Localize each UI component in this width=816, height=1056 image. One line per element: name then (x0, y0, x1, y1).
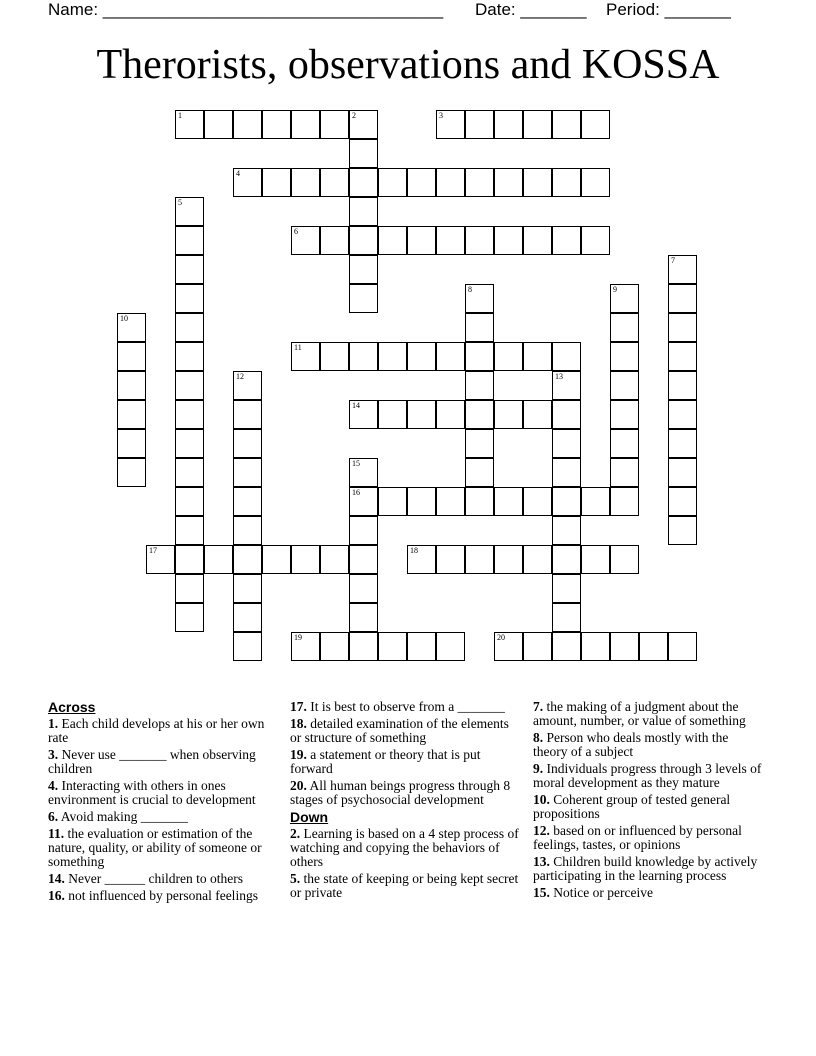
clue-column-1 (48, 700, 273, 906)
grid-cell[interactable] (117, 400, 146, 429)
cell-number: 20 (497, 633, 505, 642)
clue-number: 15. (533, 885, 550, 900)
grid-cell[interactable] (320, 342, 349, 371)
grid-cell[interactable] (552, 429, 581, 458)
cell-number: 4 (236, 169, 240, 178)
grid-cell[interactable] (233, 487, 262, 516)
cell-number: 8 (468, 285, 472, 294)
grid-cell[interactable] (233, 458, 262, 487)
grid-cell[interactable] (117, 342, 146, 371)
grid-cell[interactable] (436, 400, 465, 429)
cell-number: 12 (236, 372, 244, 381)
grid-cell[interactable] (552, 226, 581, 255)
grid-cell[interactable] (378, 487, 407, 516)
grid-cell[interactable] (494, 487, 523, 516)
grid-cell[interactable] (523, 632, 552, 661)
grid-cell[interactable] (320, 226, 349, 255)
cell-number: 17 (149, 546, 157, 555)
grid-cell[interactable] (349, 168, 378, 197)
cell-number: 11 (294, 343, 302, 352)
grid-cell[interactable] (291, 342, 320, 371)
grid-cell[interactable] (610, 284, 639, 313)
clue-across-18 (290, 717, 522, 745)
cell-number: 18 (410, 546, 418, 555)
grid-cell[interactable] (668, 342, 697, 371)
grid-cell[interactable] (117, 458, 146, 487)
grid-cell[interactable] (291, 110, 320, 139)
grid-cell[interactable] (465, 313, 494, 342)
grid-cell[interactable] (523, 226, 552, 255)
clue-number: 3. (48, 747, 59, 762)
grid-cell[interactable] (668, 487, 697, 516)
clue-across-17 (290, 700, 522, 714)
cell-number: 10 (120, 314, 128, 323)
grid-cell[interactable] (175, 545, 204, 574)
clue-number: 1. (48, 716, 59, 731)
clue-number: 14. (48, 871, 65, 886)
grid-cell[interactable] (465, 371, 494, 400)
grid-cell[interactable] (146, 545, 175, 574)
grid-cell[interactable] (320, 168, 349, 197)
grid-cell[interactable] (581, 168, 610, 197)
grid-cell[interactable] (175, 197, 204, 226)
clue-text: the making of a judgment about the amount, number, or value of something (533, 699, 746, 728)
clue-down-10 (533, 793, 765, 821)
cell-number: 14 (352, 401, 360, 410)
grid-cell[interactable] (407, 400, 436, 429)
clue-text: a statement or theory that is put forward (290, 747, 481, 776)
grid-cell[interactable] (349, 458, 378, 487)
grid-cell[interactable] (407, 632, 436, 661)
grid-cell[interactable] (349, 400, 378, 429)
clue-number: 8. (533, 730, 544, 745)
grid-cell[interactable] (175, 603, 204, 632)
grid-cell[interactable] (610, 342, 639, 371)
grid-cell[interactable] (552, 342, 581, 371)
grid-cell[interactable] (378, 400, 407, 429)
grid-cell[interactable] (378, 226, 407, 255)
grid-cell[interactable] (349, 110, 378, 139)
page-title: Therorists, observations and KOSSA (96, 42, 720, 88)
grid-cell[interactable] (610, 313, 639, 342)
grid-cell[interactable] (175, 458, 204, 487)
grid-cell[interactable] (262, 545, 291, 574)
grid-cell[interactable] (349, 197, 378, 226)
down-heading: Down (290, 809, 329, 825)
clue-number: 6. (48, 809, 59, 824)
grid-cell[interactable] (610, 545, 639, 574)
grid-cell[interactable] (378, 632, 407, 661)
grid-cell[interactable] (552, 574, 581, 603)
cell-number: 15 (352, 459, 360, 468)
grid-cell[interactable] (436, 110, 465, 139)
grid-cell[interactable] (610, 371, 639, 400)
grid-cell[interactable] (668, 429, 697, 458)
cell-number: 2 (352, 111, 356, 120)
grid-cell[interactable] (494, 168, 523, 197)
grid-cell[interactable] (581, 487, 610, 516)
grid-cell[interactable] (610, 429, 639, 458)
grid-cell[interactable] (407, 342, 436, 371)
grid-cell[interactable] (233, 516, 262, 545)
grid-cell[interactable] (233, 110, 262, 139)
clue-text: All human beings progress through 8 stages of psychosocial development (290, 778, 511, 807)
grid-cell[interactable] (494, 226, 523, 255)
clue-text: Never use _______ when observing children (48, 747, 256, 776)
grid-cell[interactable] (175, 574, 204, 603)
grid-cell[interactable] (581, 226, 610, 255)
grid-cell[interactable] (668, 255, 697, 284)
clue-text: not influenced by personal feelings (68, 888, 258, 903)
grid-cell[interactable] (668, 313, 697, 342)
grid-cell[interactable] (610, 458, 639, 487)
clue-across-20 (290, 779, 522, 807)
clue-text: Learning is based on a 4 step process of watching and copying the behaviors of others (290, 826, 519, 869)
grid-cell[interactable] (610, 487, 639, 516)
grid-cell[interactable] (175, 429, 204, 458)
clue-text: Each child develops at his or her own rate (48, 716, 265, 745)
clue-across-4 (48, 779, 273, 807)
grid-cell[interactable] (465, 400, 494, 429)
cell-number: 6 (294, 227, 298, 236)
cell-number: 7 (671, 256, 675, 265)
clue-number: 2. (290, 826, 301, 841)
grid-cell[interactable] (349, 574, 378, 603)
grid-cell[interactable] (610, 632, 639, 661)
grid-cell[interactable] (349, 139, 378, 168)
grid-cell[interactable] (204, 545, 233, 574)
grid-cell[interactable] (175, 284, 204, 313)
clue-number: 7. (533, 699, 544, 714)
clue-text: Avoid making _______ (60, 809, 189, 824)
grid-cell[interactable] (291, 168, 320, 197)
clue-text: Individuals progress through 3 levels of moral development as they mature (533, 761, 762, 790)
grid-cell[interactable] (117, 429, 146, 458)
grid-cell[interactable] (349, 632, 378, 661)
clue-number: 16. (48, 888, 65, 903)
grid-cell[interactable] (581, 545, 610, 574)
clue-across-14 (48, 872, 273, 886)
grid-cell[interactable] (117, 313, 146, 342)
grid-cell[interactable] (465, 458, 494, 487)
grid-cell[interactable] (175, 400, 204, 429)
grid-cell[interactable] (668, 458, 697, 487)
cell-number: 19 (294, 633, 302, 642)
grid-cell[interactable] (465, 487, 494, 516)
grid-cell[interactable] (233, 168, 262, 197)
clue-text: based on or influenced by personal feelings, tastes, or opinions (533, 823, 742, 852)
grid-cell[interactable] (523, 168, 552, 197)
grid-cell[interactable] (465, 226, 494, 255)
grid-cell[interactable] (436, 487, 465, 516)
grid-cell[interactable] (233, 400, 262, 429)
grid-cell[interactable] (175, 226, 204, 255)
grid-cell[interactable] (436, 168, 465, 197)
clue-number: 19. (290, 747, 307, 762)
grid-cell[interactable] (349, 255, 378, 284)
grid-cell[interactable] (552, 516, 581, 545)
clue-column-3 (533, 700, 765, 903)
clue-text: the state of keeping or being kept secret or private (290, 871, 519, 900)
grid-cell[interactable] (175, 313, 204, 342)
grid-cell[interactable] (465, 429, 494, 458)
grid-cell[interactable] (320, 632, 349, 661)
clue-text: the evaluation or estimation of the nature, quality, or ability of someone or something (48, 826, 262, 869)
clue-number: 10. (533, 792, 550, 807)
clue-down-12 (533, 824, 765, 852)
grid-cell[interactable] (436, 545, 465, 574)
grid-cell[interactable] (668, 516, 697, 545)
name-field-label: Name: ____________________________________ (48, 0, 444, 19)
grid-cell[interactable] (610, 400, 639, 429)
grid-cell[interactable] (523, 110, 552, 139)
grid-cell[interactable] (436, 632, 465, 661)
grid-cell[interactable] (465, 342, 494, 371)
worksheet-header (48, 0, 768, 22)
grid-cell[interactable] (552, 371, 581, 400)
clue-number: 20. (290, 778, 307, 793)
clue-down-9 (533, 762, 765, 790)
clue-across-11 (48, 827, 273, 869)
across-heading: Across (48, 699, 96, 715)
grid-cell[interactable] (233, 632, 262, 661)
clue-down-5 (290, 872, 522, 900)
grid-cell[interactable] (552, 168, 581, 197)
clue-across-6 (48, 810, 273, 824)
grid-cell[interactable] (233, 429, 262, 458)
cell-number: 9 (613, 285, 617, 294)
grid-cell[interactable] (494, 545, 523, 574)
clue-across-3 (48, 748, 273, 776)
clue-text: Interacting with others in ones environment is crucial to development (48, 778, 256, 807)
grid-cell[interactable] (523, 342, 552, 371)
grid-cell[interactable] (407, 545, 436, 574)
grid-cell[interactable] (639, 632, 668, 661)
grid-cell[interactable] (552, 400, 581, 429)
cell-number: 16 (352, 488, 360, 497)
grid-cell[interactable] (552, 632, 581, 661)
grid-cell[interactable] (349, 284, 378, 313)
grid-cell[interactable] (175, 516, 204, 545)
grid-cell[interactable] (494, 632, 523, 661)
grid-cell[interactable] (552, 487, 581, 516)
grid-cell[interactable] (349, 516, 378, 545)
grid-cell[interactable] (668, 284, 697, 313)
clue-across-1 (48, 717, 273, 745)
grid-cell[interactable] (320, 110, 349, 139)
clue-down-13 (533, 855, 765, 883)
grid-cell[interactable] (349, 226, 378, 255)
clue-text: Notice or perceive (553, 885, 653, 900)
clue-down-7 (533, 700, 765, 728)
grid-cell[interactable] (494, 110, 523, 139)
date-field-label: Date: _______ (475, 0, 587, 19)
clue-text: detailed examination of the elements or structure of something (290, 716, 509, 745)
grid-cell[interactable] (407, 168, 436, 197)
grid-cell[interactable] (581, 110, 610, 139)
grid-cell[interactable] (668, 632, 697, 661)
grid-cell[interactable] (175, 371, 204, 400)
grid-cell[interactable] (262, 110, 291, 139)
grid-cell[interactable] (349, 342, 378, 371)
cell-number: 3 (439, 111, 443, 120)
grid-cell[interactable] (378, 342, 407, 371)
grid-cell[interactable] (436, 226, 465, 255)
clue-across-16 (48, 889, 273, 903)
clue-number: 17. (290, 699, 307, 714)
clue-number: 18. (290, 716, 307, 731)
grid-cell[interactable] (581, 632, 610, 661)
grid-cell[interactable] (291, 226, 320, 255)
clue-down-8 (533, 731, 765, 759)
cell-number: 5 (178, 198, 182, 207)
grid-cell[interactable] (233, 371, 262, 400)
grid-cell[interactable] (407, 226, 436, 255)
grid-cell[interactable] (349, 603, 378, 632)
clue-number: 12. (533, 823, 550, 838)
grid-cell[interactable] (233, 574, 262, 603)
grid-cell[interactable] (117, 371, 146, 400)
cell-number: 1 (178, 111, 182, 120)
grid-cell[interactable] (175, 487, 204, 516)
grid-cell[interactable] (552, 545, 581, 574)
grid-cell[interactable] (349, 545, 378, 574)
grid-cell[interactable] (233, 545, 262, 574)
grid-cell[interactable] (465, 110, 494, 139)
clue-column-2 (290, 700, 522, 903)
grid-cell[interactable] (291, 545, 320, 574)
grid-cell[interactable] (523, 545, 552, 574)
grid-cell[interactable] (552, 110, 581, 139)
clue-number: 5. (290, 871, 301, 886)
clue-text: Coherent group of tested general propositions (533, 792, 731, 821)
grid-cell[interactable] (552, 603, 581, 632)
period-field-label: Period: _______ (606, 0, 731, 19)
grid-cell[interactable] (175, 342, 204, 371)
grid-cell[interactable] (320, 545, 349, 574)
cell-number: 13 (555, 372, 563, 381)
clue-number: 9. (533, 761, 544, 776)
grid-cell[interactable] (465, 284, 494, 313)
grid-cell[interactable] (436, 342, 465, 371)
clue-number: 11. (48, 826, 65, 841)
grid-cell[interactable] (349, 487, 378, 516)
grid-cell[interactable] (465, 545, 494, 574)
clue-number: 4. (48, 778, 59, 793)
grid-cell[interactable] (175, 255, 204, 284)
grid-cell[interactable] (465, 168, 494, 197)
clue-down-2 (290, 827, 522, 869)
grid-cell[interactable] (494, 400, 523, 429)
grid-cell[interactable] (233, 603, 262, 632)
grid-cell[interactable] (407, 487, 436, 516)
grid-cell[interactable] (523, 400, 552, 429)
clue-across-19 (290, 748, 522, 776)
grid-cell[interactable] (204, 110, 233, 139)
clue-down-15 (533, 886, 765, 900)
clue-text: Children build knowledge by actively participating in the learning process (533, 854, 758, 883)
grid-cell[interactable] (668, 400, 697, 429)
grid-cell[interactable] (262, 168, 291, 197)
grid-cell[interactable] (378, 168, 407, 197)
clue-text: Person who deals mostly with the theory of a subject (533, 730, 729, 759)
clue-number: 13. (533, 854, 550, 869)
clue-text: Never ______ children to others (68, 871, 243, 886)
grid-cell[interactable] (494, 342, 523, 371)
grid-cell[interactable] (552, 458, 581, 487)
clue-text: It is best to observe from a _______ (310, 699, 505, 714)
grid-cell[interactable] (291, 632, 320, 661)
grid-cell[interactable] (175, 110, 204, 139)
grid-cell[interactable] (523, 487, 552, 516)
grid-cell[interactable] (668, 371, 697, 400)
